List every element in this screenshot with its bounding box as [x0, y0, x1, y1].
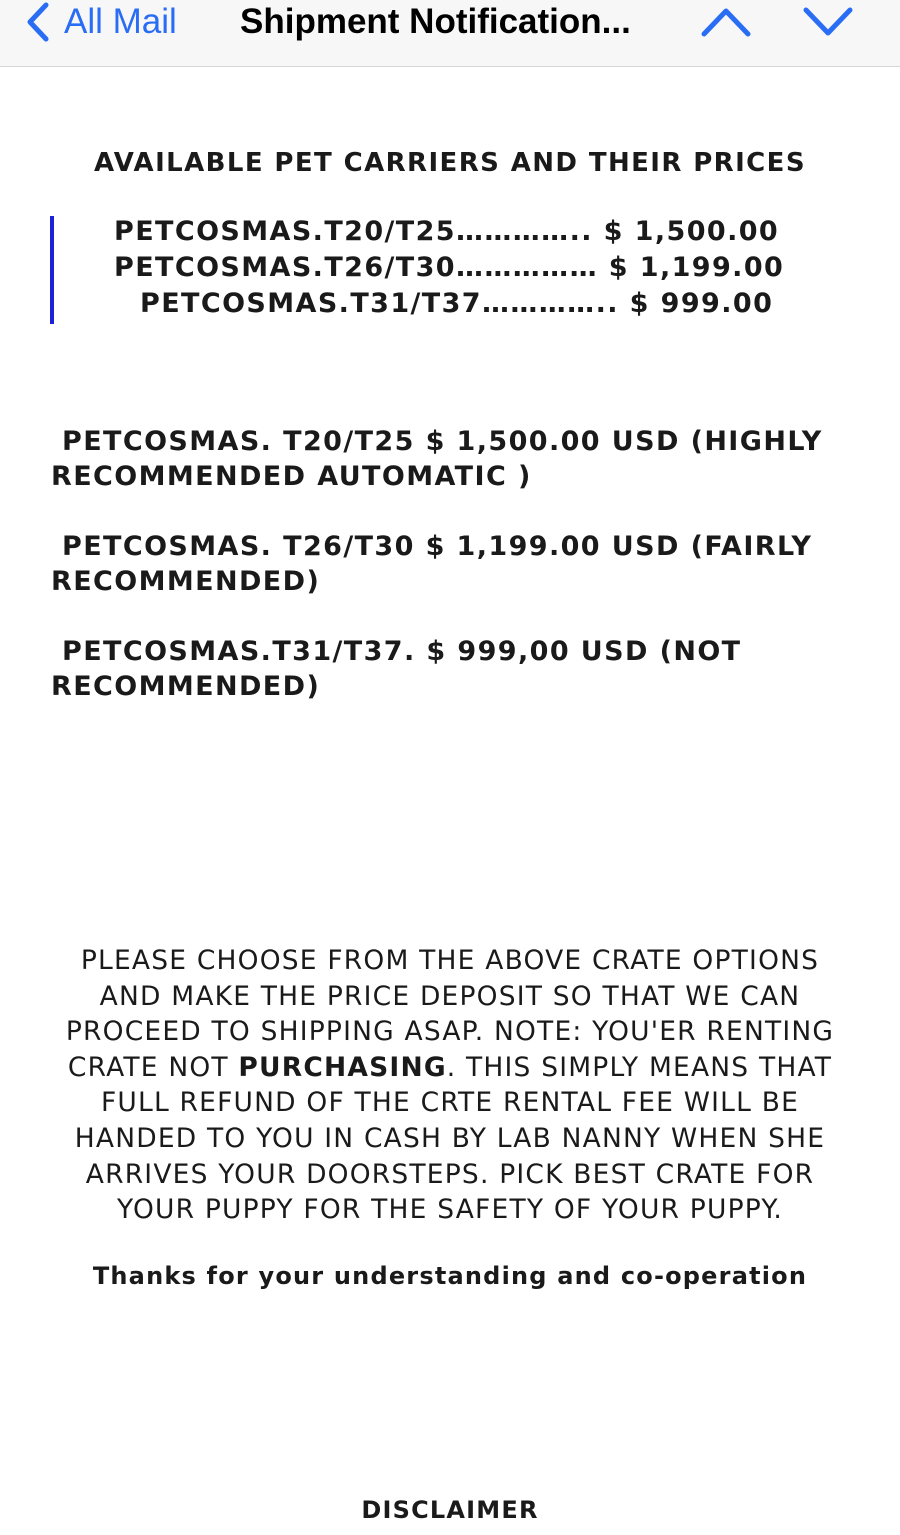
chevron-down-icon	[802, 4, 854, 38]
previous-message-button[interactable]	[700, 4, 752, 38]
notice-text: . THIS SIMPLY MEANS THAT FULL REFUND OF THE CRTE RENTAL FEE WILL BE HANDED TO YOU IN CASH BY LAB NANNY WHEN SHE ARRIVES YOUR DOORSTEPS. PICK BEST CRATE FOR YOUR PUPPY FOR THE SAFETY OF YOUR PUPPY.	[74, 1051, 833, 1226]
recommendation-line: RECOMMENDED)	[51, 671, 321, 702]
recommendation-item	[51, 529, 851, 599]
back-to-all-mail-button[interactable]	[24, 0, 177, 44]
price-list-item: PETCOSMAS.T31/T37………….. $ 999.00	[140, 288, 774, 319]
price-list-item: PETCOSMAS.T26/T30…………… $ 1,199.00	[114, 252, 785, 283]
notice-emphasis: PURCHASING	[238, 1051, 447, 1083]
recommendation-line: PETCOSMAS.T31/T37. $ 999,00 USD (NOT	[62, 636, 742, 667]
crate-options-notice	[50, 943, 850, 1228]
next-message-button[interactable]	[802, 4, 854, 38]
thanks-line: Thanks for your understanding and co-operation	[92, 1262, 808, 1290]
disclaimer-heading: DISCLAIMER	[361, 1496, 539, 1524]
mail-nav-bar	[0, 0, 900, 67]
recommendation-line: PETCOSMAS. T26/T30 $ 1,199.00 USD (FAIRLY	[62, 531, 813, 562]
price-list-item: PETCOSMAS.T20/T25………….. $ 1,500.00	[114, 216, 780, 247]
email-subject-title: Shipment Notification...	[240, 2, 631, 41]
chevron-left-icon	[24, 2, 50, 42]
recommendation-item	[51, 634, 851, 704]
recommendation-line: RECOMMENDED AUTOMATIC )	[51, 461, 532, 492]
carriers-heading: AVAILABLE PET CARRIERS AND THEIR PRICES	[94, 148, 806, 178]
recommendation-line: RECOMMENDED)	[51, 566, 321, 597]
notice-text: PLEASE CHOOSE FROM THE ABOVE CRATE OPTIONS AND MAKE THE PRICE DEPOSIT SO THAT WE CAN PROCEED TO SHIPPING ASAP. NOTE: YOU'ER RENTING CRATE NOT	[65, 945, 835, 1083]
blockquote-bar	[50, 216, 54, 324]
recommendation-line: PETCOSMAS. T20/T25 $ 1,500.00 USD (HIGHLY	[62, 426, 823, 457]
recommendation-item	[51, 424, 851, 494]
back-button-label: All Mail	[64, 2, 177, 41]
chevron-up-icon	[700, 4, 752, 38]
